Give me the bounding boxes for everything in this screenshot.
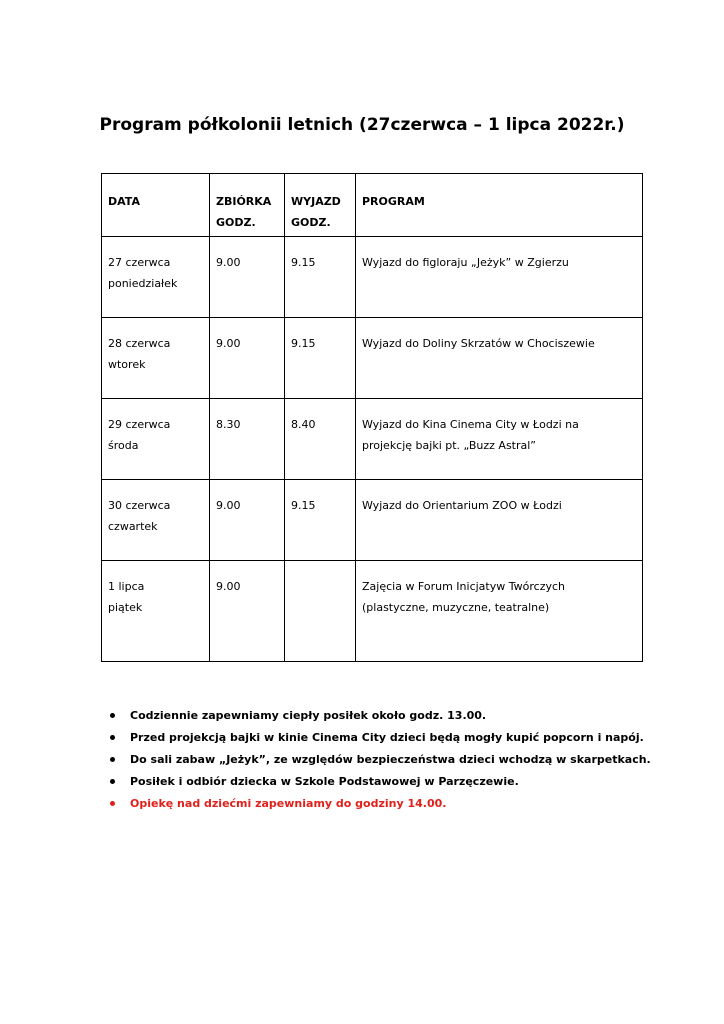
bullet-icon xyxy=(110,801,115,806)
cell-wyjazd: 9.15 xyxy=(285,318,356,399)
note-text: Opiekę nad dziećmi zapewniamy do godziny 14.00. xyxy=(130,797,447,810)
cell-wyjazd xyxy=(285,561,356,662)
table-row xyxy=(102,318,643,399)
table-row xyxy=(102,561,643,662)
cell-program: Wyjazd do Doliny Skrzatów w Chociszewie xyxy=(356,318,643,399)
header-program: PROGRAM xyxy=(356,174,643,237)
table-row xyxy=(102,399,643,480)
bullet-icon xyxy=(110,757,115,762)
list-item xyxy=(110,771,710,793)
cell-program: Zajęcia w Forum Inicjatyw Twórczych (plastyczne, muzyczne, teatralne) xyxy=(356,561,643,662)
note-text: Codziennie zapewniamy ciepły posiłek około godz. 13.00. xyxy=(130,709,487,722)
table-header-row xyxy=(102,174,643,237)
cell-program: Wyjazd do Orientarium ZOO w Łodzi xyxy=(356,480,643,561)
cell-date: 29 czerwca środa xyxy=(102,399,210,480)
notes-list xyxy=(110,705,710,815)
list-item-highlight xyxy=(110,793,710,815)
table-row xyxy=(102,480,643,561)
cell-zbiorka: 9.00 xyxy=(210,480,285,561)
list-item xyxy=(110,727,710,749)
note-text: Do sali zabaw „Jeżyk”, ze względów bezpieczeństwa dzieci wchodzą w skarpetkach. xyxy=(130,753,651,766)
note-text: Posiłek i odbiór dziecka w Szkole Podstawowej w Parzęczewie. xyxy=(130,775,519,788)
cell-wyjazd: 9.15 xyxy=(285,237,356,318)
cell-date: 27 czerwca poniedziałek xyxy=(102,237,210,318)
table-row xyxy=(102,237,643,318)
cell-zbiorka: 8.30 xyxy=(210,399,285,480)
cell-program: Wyjazd do Kina Cinema City w Łodzi na projekcję bajki pt. „Buzz Astral” xyxy=(356,399,643,480)
schedule-table xyxy=(101,173,643,662)
list-item xyxy=(110,705,710,727)
cell-zbiorka: 9.00 xyxy=(210,561,285,662)
page-title: Program półkolonii letnich (27czerwca – 1 lipca 2022r.) xyxy=(99,115,625,135)
cell-date: 30 czerwca czwartek xyxy=(102,480,210,561)
cell-zbiorka: 9.00 xyxy=(210,237,285,318)
bullet-icon xyxy=(110,713,115,718)
cell-date: 1 lipca piątek xyxy=(102,561,210,662)
header-date: DATA xyxy=(102,174,210,237)
list-item xyxy=(110,749,710,771)
bullet-icon xyxy=(110,735,115,740)
header-wyjazd: WYJAZD GODZ. xyxy=(285,174,356,237)
cell-zbiorka: 9.00 xyxy=(210,318,285,399)
header-zbiorka: ZBIÓRKA GODZ. xyxy=(210,174,285,237)
cell-date: 28 czerwca wtorek xyxy=(102,318,210,399)
note-text: Przed projekcją bajki w kinie Cinema City dzieci będą mogły kupić popcorn i napój. xyxy=(130,731,644,744)
cell-wyjazd: 9.15 xyxy=(285,480,356,561)
bullet-icon xyxy=(110,779,115,784)
cell-wyjazd: 8.40 xyxy=(285,399,356,480)
cell-program: Wyjazd do figloraju „Jeżyk” w Zgierzu xyxy=(356,237,643,318)
